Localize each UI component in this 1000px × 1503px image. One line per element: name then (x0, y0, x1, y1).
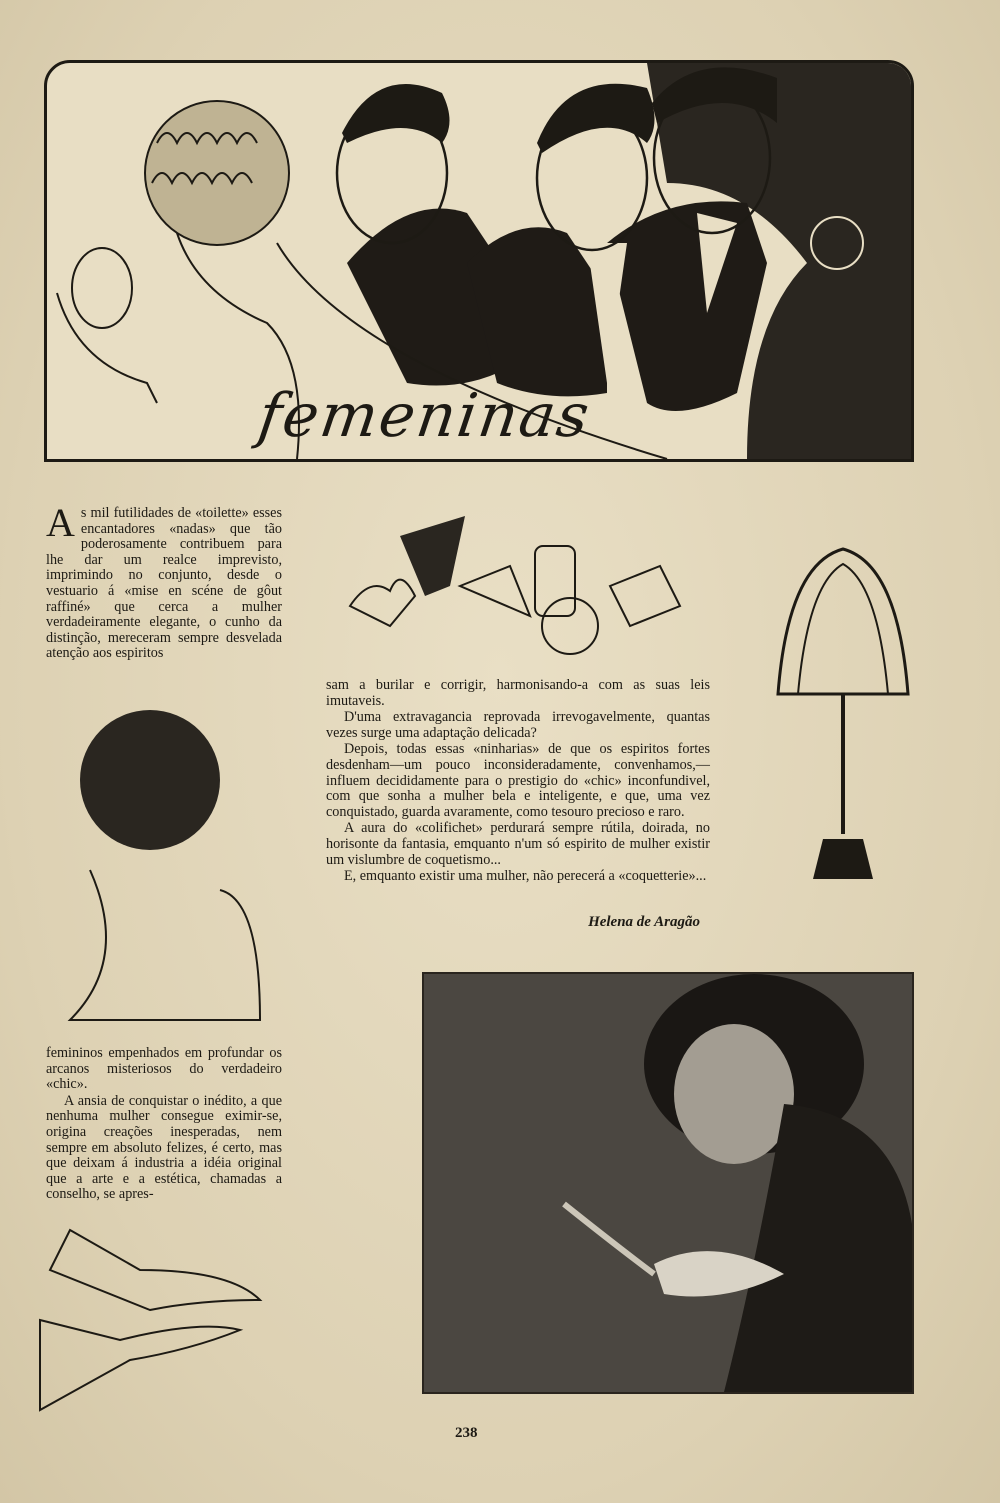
right-paragraph-4: A aura do «colifichet» perdurará sempre rútila, doirada, no horisonte da fantasia, emquanto n'um só espirito de mulher existir um vislumbre de coquetismo... (326, 820, 710, 868)
right-paragraph-5: E, emquanto existir uma mulher, não perecerá a «coquetterie»... (344, 868, 707, 885)
right-column-text (326, 678, 710, 886)
page-number: 238 (455, 1425, 478, 1441)
intro-text: s mil futilidades de «toilette» esses encantadores «nadas» que tão poderosamente contribuem para lhe dar um realce imprevisto, imprimindo no conjunto, desde o vestuario á «mise en scéne de gôut raffiné» que cerca a mulher verdadeiramente elegante, o cunho da distinção, mereceram sempre desvelada atenção aos espiritos (46, 505, 282, 662)
left-paragraph-2: A ansia de conquistar o inédito, a que nenhuma mulher consegue eximir-se, origina creações inesperadas, nem sempre em absoluto felizes, é certo, mas que deixam á industria a idéia original que a arte e a estética, chamadas a conselho, se apres- (46, 1092, 282, 1203)
lamp-illustration (768, 544, 918, 884)
photograph-image (424, 974, 912, 1392)
header-title: femeninas (254, 381, 596, 451)
article-intro (46, 500, 282, 663)
photograph (422, 972, 914, 1394)
feather-hat-illustration (30, 700, 270, 1030)
right-paragraph-1: sam a burilar e corrigir, harmonisando-a com as suas leis imutaveis. (326, 677, 710, 709)
right-paragraph-2: D'uma extravagancia reprovada irrevogavelmente, quantas vezes surge uma adaptação delicada? (326, 709, 710, 741)
left-column-text (46, 1046, 282, 1204)
right-paragraph-3: Depois, todas essas «ninharias» de que os espiritos fortes desdenham—um pouco inconsideradamente, convenhamos,—influem decididamente para o prestigio do «chic» inconfundivel, com que sonha a mulher bela e inteligente, e que, uma vez conquistado, guarda avaramente, como tesouro precioso e raro. (326, 741, 710, 820)
left-paragraph-1: femininos empenhados em profundar os arcanos misteriosos do verdadeiro «chic». (46, 1045, 282, 1093)
author-signature: Helena de Aragão (588, 914, 700, 930)
gloves-illustration (30, 1210, 270, 1420)
accessories-illustration (340, 496, 686, 662)
drop-cap: A (46, 500, 75, 545)
header-illustration (44, 60, 914, 462)
